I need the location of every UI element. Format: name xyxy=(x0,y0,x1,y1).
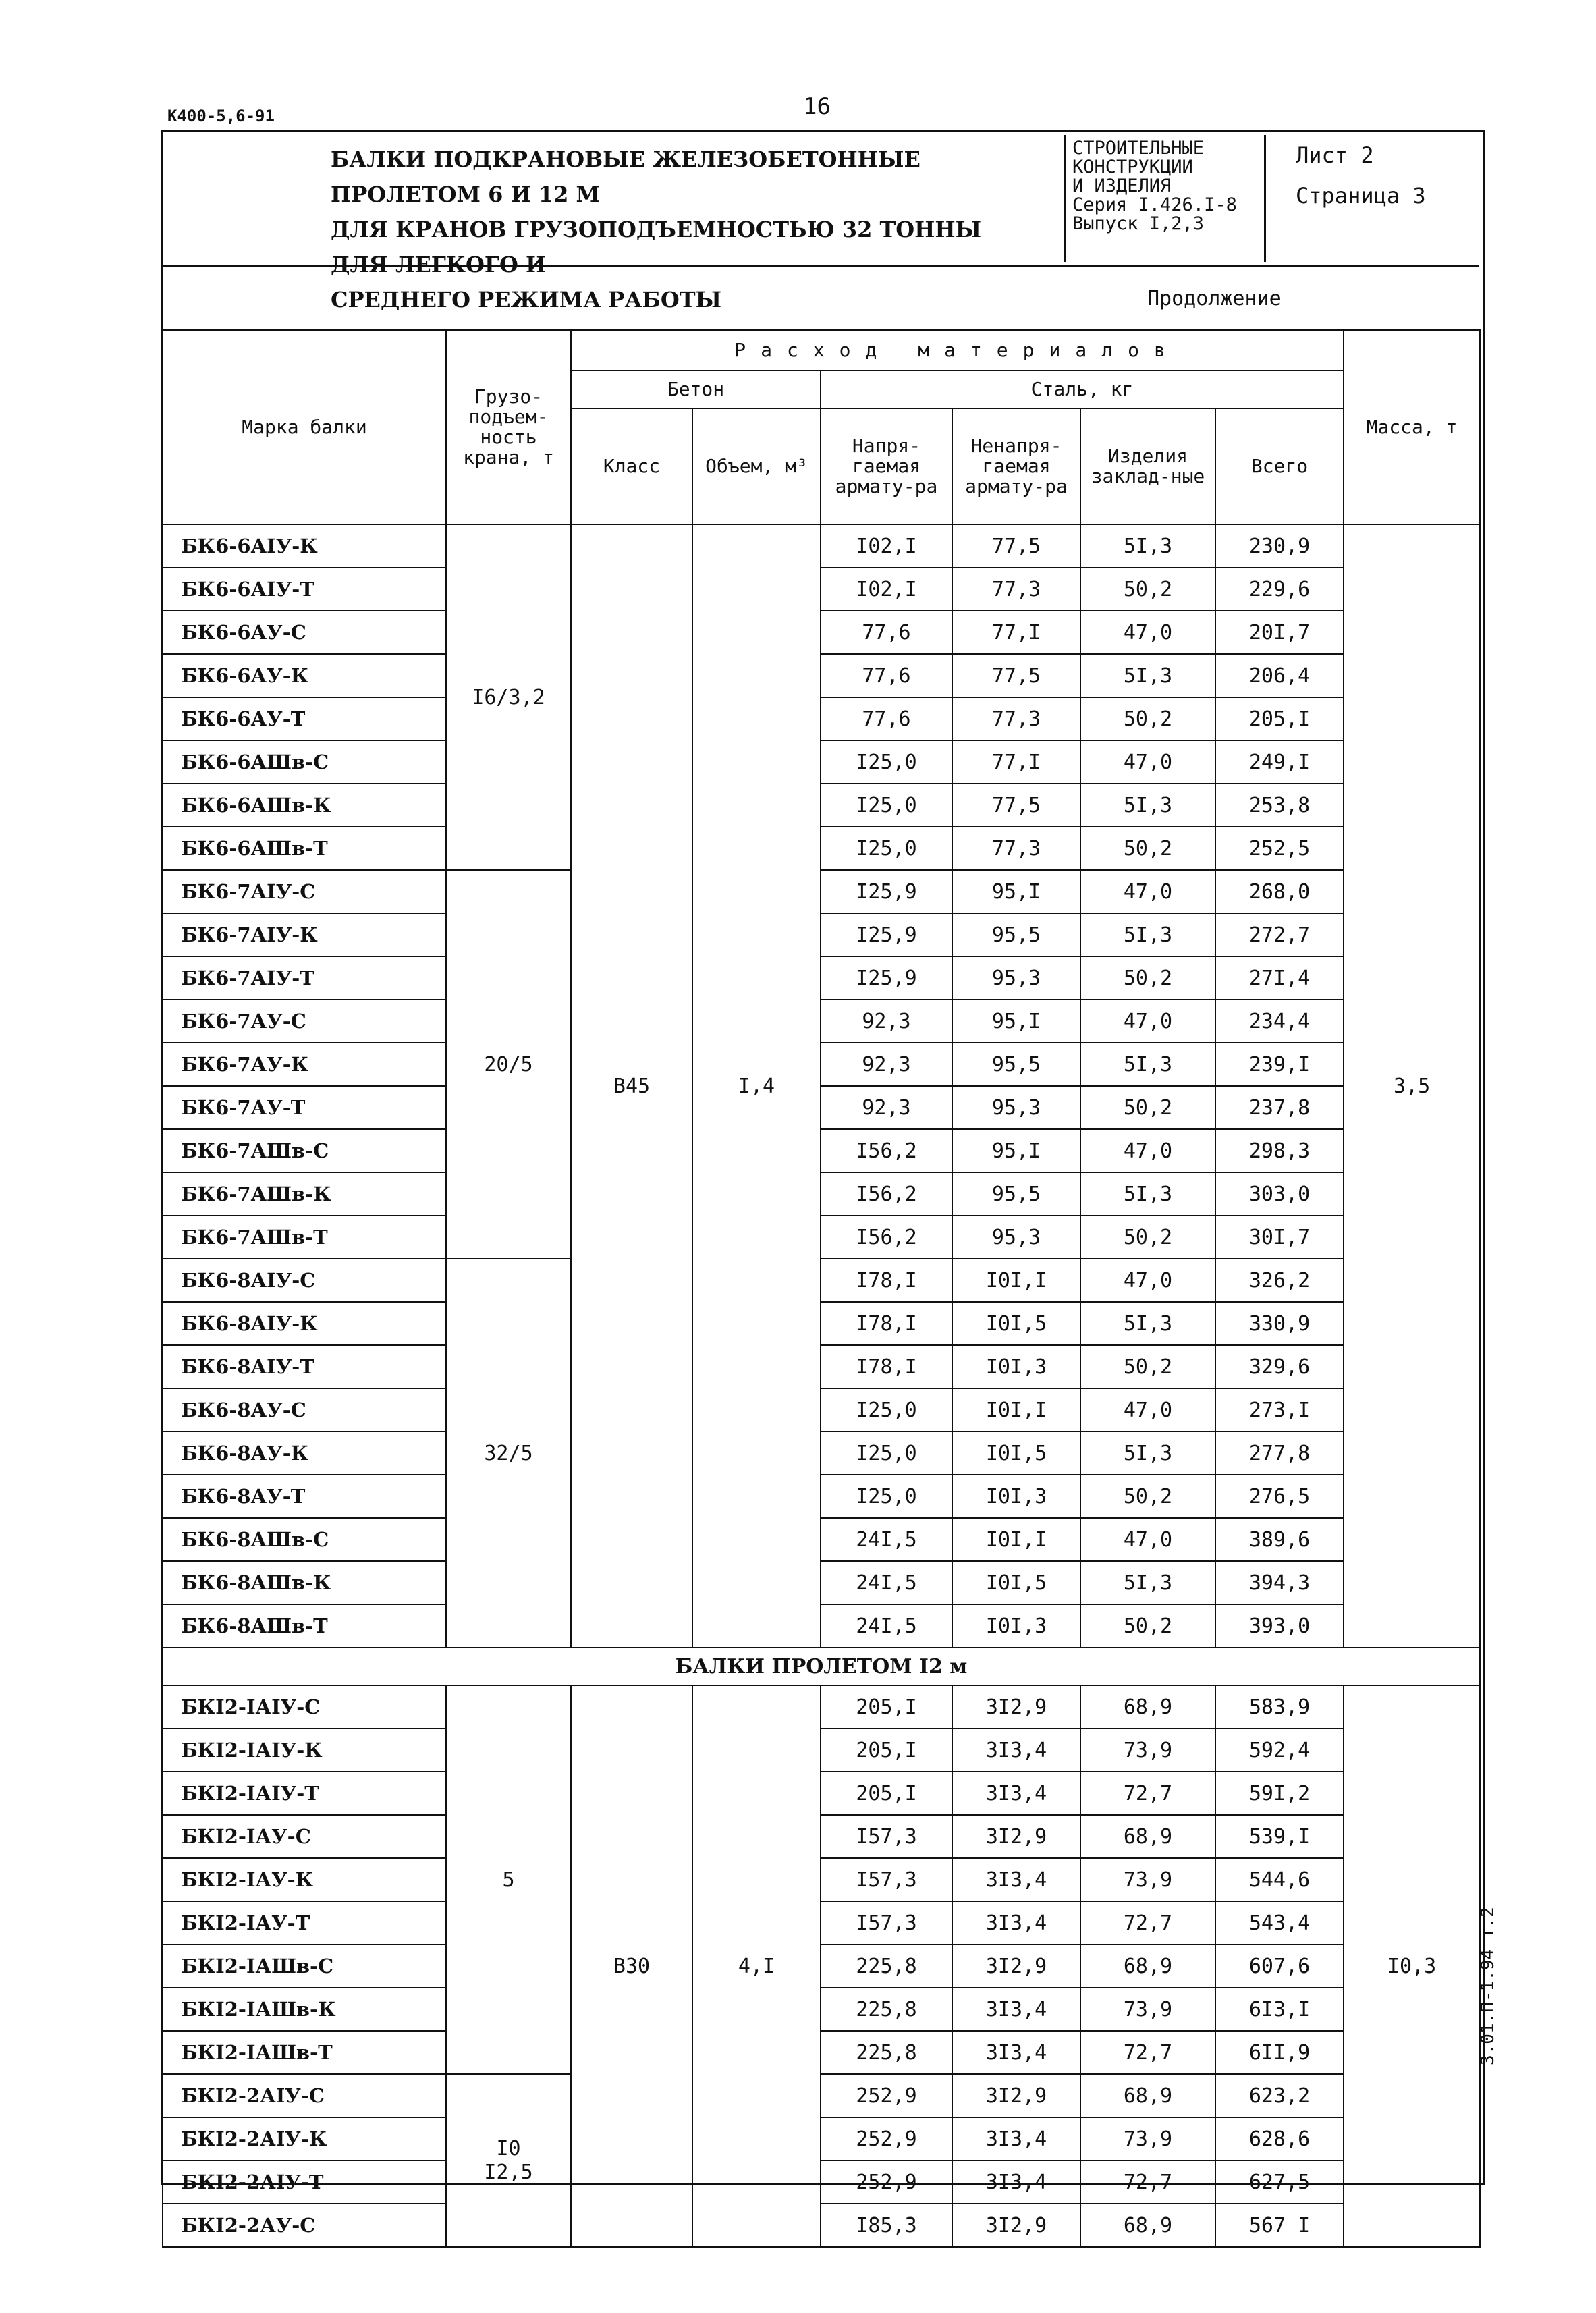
page-label: Страница 3 xyxy=(1296,183,1426,209)
beam-mark: БКI2-2АIУ-Т xyxy=(163,2160,446,2204)
concrete-volume: 4,I xyxy=(692,1685,821,2247)
prestressed-steel: I78,I xyxy=(821,1259,952,1302)
table-row xyxy=(163,1561,1480,1604)
nonprestressed-steel: 3I2,9 xyxy=(952,1815,1080,1858)
nonprestressed-steel: 77,3 xyxy=(952,697,1080,740)
prestressed-steel: 225,8 xyxy=(821,1988,952,2031)
concrete-volume: I,4 xyxy=(692,524,821,1648)
embedded-items: 50,2 xyxy=(1080,1475,1215,1518)
table-row xyxy=(163,740,1480,784)
total-steel: 543,4 xyxy=(1215,1901,1344,1944)
beam-mark: БКI2-IАУ-С xyxy=(163,1815,446,1858)
beam-mark: БКI2-IАУ-Т xyxy=(163,1901,446,1944)
beam-mark: БК6-8АIУ-Т xyxy=(163,1345,446,1388)
nonprestressed-steel: 3I3,4 xyxy=(952,1988,1080,2031)
embedded-items: 47,0 xyxy=(1080,870,1215,913)
table-row xyxy=(163,2117,1480,2160)
total-steel: 389,6 xyxy=(1215,1518,1344,1561)
total-steel: 330,9 xyxy=(1215,1302,1344,1345)
col-steel: Сталь, кг xyxy=(821,371,1344,408)
embedded-items: 5I,3 xyxy=(1080,784,1215,827)
col-mass: Масса, т xyxy=(1344,330,1480,524)
table-row xyxy=(163,1345,1480,1388)
table-row xyxy=(163,1388,1480,1432)
embedded-items: 68,9 xyxy=(1080,1815,1215,1858)
series-line: И ИЗДЕЛИЯ xyxy=(1072,175,1172,196)
nonprestressed-steel: 3I3,4 xyxy=(952,2031,1080,2074)
prestressed-steel: I85,3 xyxy=(821,2204,952,2247)
prestressed-steel: 77,6 xyxy=(821,611,952,654)
nonprestressed-steel: 95,I xyxy=(952,870,1080,913)
embedded-items: 5I,3 xyxy=(1080,1302,1215,1345)
beam-mark: БК6-8АШв-Т xyxy=(163,1604,446,1648)
prestressed-steel: 252,9 xyxy=(821,2074,952,2117)
beam-mark: БК6-7АIУ-Т xyxy=(163,956,446,1000)
total-steel: 394,3 xyxy=(1215,1561,1344,1604)
beam-mark: БК6-8АIУ-С xyxy=(163,1259,446,1302)
total-steel: 592,4 xyxy=(1215,1729,1344,1772)
table-row xyxy=(163,1129,1480,1172)
table-row xyxy=(163,524,1480,568)
total-steel: 205,I xyxy=(1215,697,1344,740)
document-code: К400-5,6-91 xyxy=(167,107,275,126)
nonprestressed-steel: 77,I xyxy=(952,740,1080,784)
beam-mark: БК6-6АIУ-К xyxy=(163,524,446,568)
total-steel: 206,4 xyxy=(1215,654,1344,697)
total-steel: 234,4 xyxy=(1215,1000,1344,1043)
nonprestressed-steel: 3I3,4 xyxy=(952,1901,1080,1944)
nonprestressed-steel: 77,5 xyxy=(952,784,1080,827)
crane-capacity: I0 I2,5 xyxy=(446,2074,571,2247)
table-row xyxy=(163,1815,1480,1858)
nonprestressed-steel: 3I3,4 xyxy=(952,2117,1080,2160)
total-steel: 326,2 xyxy=(1215,1259,1344,1302)
embedded-items: 50,2 xyxy=(1080,1604,1215,1648)
nonprestressed-steel: 77,5 xyxy=(952,524,1080,568)
prestressed-steel: I57,3 xyxy=(821,1901,952,1944)
series-line: СТРОИТЕЛЬНЫЕ xyxy=(1072,138,1205,159)
beam-mark: БКI2-2АIУ-С xyxy=(163,2074,446,2117)
table-row xyxy=(163,1944,1480,1988)
continuation-label: Продолжение xyxy=(1147,287,1282,310)
embedded-items: 68,9 xyxy=(1080,2074,1215,2117)
embedded-items: 73,9 xyxy=(1080,2117,1215,2160)
prestressed-steel: 24I,5 xyxy=(821,1561,952,1604)
prestressed-steel: 77,6 xyxy=(821,697,952,740)
table-row xyxy=(163,784,1480,827)
title-line: СРЕДНЕГО РЕЖИМА РАБОТЫ xyxy=(331,287,722,312)
total-steel: 27I,4 xyxy=(1215,956,1344,1000)
table-row xyxy=(163,568,1480,611)
beam-mark: БК6-7АУ-К xyxy=(163,1043,446,1086)
table-row xyxy=(163,654,1480,697)
prestressed-steel: I02,I xyxy=(821,568,952,611)
nonprestressed-steel: 3I3,4 xyxy=(952,1772,1080,1815)
embedded-items: 50,2 xyxy=(1080,1216,1215,1259)
prestressed-steel: 92,3 xyxy=(821,1000,952,1043)
table-row xyxy=(163,611,1480,654)
beam-mark: БКI2-IАIУ-Т xyxy=(163,1772,446,1815)
total-steel: 253,8 xyxy=(1215,784,1344,827)
embedded-items: 47,0 xyxy=(1080,1000,1215,1043)
beam-mark: БК6-6АШв-Т xyxy=(163,827,446,870)
embedded-items: 72,7 xyxy=(1080,2160,1215,2204)
total-steel: 272,7 xyxy=(1215,913,1344,956)
materials-table xyxy=(162,329,1481,2248)
nonprestressed-steel: I0I,I xyxy=(952,1388,1080,1432)
embedded-items: 47,0 xyxy=(1080,1129,1215,1172)
col-prestressed: Напря-гаемая армату-ра xyxy=(821,408,952,524)
embedded-items: 47,0 xyxy=(1080,611,1215,654)
nonprestressed-steel: I0I,5 xyxy=(952,1561,1080,1604)
table-row xyxy=(163,2074,1480,2117)
embedded-items: 72,7 xyxy=(1080,1901,1215,1944)
table-row xyxy=(163,1858,1480,1901)
embedded-items: 5I,3 xyxy=(1080,1172,1215,1216)
total-steel: 239,I xyxy=(1215,1043,1344,1086)
nonprestressed-steel: I0I,5 xyxy=(952,1302,1080,1345)
total-steel: 298,3 xyxy=(1215,1129,1344,1172)
prestressed-steel: I25,0 xyxy=(821,1388,952,1432)
nonprestressed-steel: I0I,3 xyxy=(952,1475,1080,1518)
nonprestressed-steel: 3I3,4 xyxy=(952,1858,1080,1901)
prestressed-steel: 252,9 xyxy=(821,2160,952,2204)
col-volume: Объем, м³ xyxy=(692,408,821,524)
beam-mark: БК6-6АШв-К xyxy=(163,784,446,827)
beam-mark: БК6-6АУ-С xyxy=(163,611,446,654)
nonprestressed-steel: I0I,3 xyxy=(952,1604,1080,1648)
embedded-items: 5I,3 xyxy=(1080,654,1215,697)
header-divider xyxy=(162,265,1479,267)
beam-mark: БК6-6АУ-К xyxy=(163,654,446,697)
embedded-items: 5I,3 xyxy=(1080,1561,1215,1604)
title-line: ДЛЯ КРАНОВ ГРУЗОПОДЪЕМНОСТЬЮ 32 ТОННЫ ДЛЯ ЛЕГКОГО И xyxy=(331,217,982,277)
prestressed-steel: I25,0 xyxy=(821,1475,952,1518)
nonprestressed-steel: 3I2,9 xyxy=(952,2074,1080,2117)
table-row xyxy=(163,956,1480,1000)
prestressed-steel: I02,I xyxy=(821,524,952,568)
total-steel: 544,6 xyxy=(1215,1858,1344,1901)
beam-mark: БК6-6АШв-С xyxy=(163,740,446,784)
col-nonprestressed: Ненапря-гаемая армату-ра xyxy=(952,408,1080,524)
embedded-items: 5I,3 xyxy=(1080,1043,1215,1086)
sheet-block xyxy=(1279,135,1468,216)
total-steel: 303,0 xyxy=(1215,1172,1344,1216)
embedded-items: 73,9 xyxy=(1080,1988,1215,2031)
beam-mark: БК6-7АУ-С xyxy=(163,1000,446,1043)
col-capacity: Грузо-подъем-ность крана, т xyxy=(446,330,571,524)
nonprestressed-steel: 3I2,9 xyxy=(952,2204,1080,2247)
table-row xyxy=(163,1772,1480,1815)
total-steel: 628,6 xyxy=(1215,2117,1344,2160)
total-steel: 627,5 xyxy=(1215,2160,1344,2204)
total-steel: 276,5 xyxy=(1215,1475,1344,1518)
total-steel: 237,8 xyxy=(1215,1086,1344,1129)
beam-mark: БК6-8АIУ-К xyxy=(163,1302,446,1345)
embedded-items: 68,9 xyxy=(1080,1944,1215,1988)
series-line: Выпуск I,2,3 xyxy=(1072,213,1205,234)
beam-mark: БК6-7АIУ-К xyxy=(163,913,446,956)
prestressed-steel: I25,0 xyxy=(821,784,952,827)
prestressed-steel: I57,3 xyxy=(821,1858,952,1901)
document-title xyxy=(331,142,1046,317)
total-steel: 277,8 xyxy=(1215,1432,1344,1475)
table-row xyxy=(163,1172,1480,1216)
crane-capacity: 32/5 xyxy=(446,1259,571,1648)
embedded-items: 47,0 xyxy=(1080,1259,1215,1302)
beam-mark: БКI2-IАШв-Т xyxy=(163,2031,446,2074)
table-row xyxy=(163,2031,1480,2074)
series-block xyxy=(1064,135,1266,262)
beam-mass: 3,5 xyxy=(1344,524,1480,1648)
embedded-items: 5I,3 xyxy=(1080,1432,1215,1475)
table-row xyxy=(163,2204,1480,2247)
total-steel: 30I,7 xyxy=(1215,1216,1344,1259)
beam-mark: БКI2-IАУ-К xyxy=(163,1858,446,1901)
prestressed-steel: 77,6 xyxy=(821,654,952,697)
table-row xyxy=(163,1259,1480,1302)
table-row xyxy=(163,1216,1480,1259)
beam-mark: БК6-6АIУ-Т xyxy=(163,568,446,611)
nonprestressed-steel: 95,I xyxy=(952,1000,1080,1043)
table-row xyxy=(163,1302,1480,1345)
table-row xyxy=(163,1475,1480,1518)
embedded-items: 72,7 xyxy=(1080,1772,1215,1815)
embedded-items: 50,2 xyxy=(1080,1086,1215,1129)
beam-mark: БКI2-2АУ-С xyxy=(163,2204,446,2247)
prestressed-steel: 205,I xyxy=(821,1685,952,1729)
nonprestressed-steel: 77,5 xyxy=(952,654,1080,697)
beam-mark: БК6-7АШв-К xyxy=(163,1172,446,1216)
beam-mark: БК6-8АУ-Т xyxy=(163,1475,446,1518)
beam-mass: I0,3 xyxy=(1344,1685,1480,2247)
embedded-items: 47,0 xyxy=(1080,1518,1215,1561)
col-concrete: Бетон xyxy=(571,371,821,408)
beam-mark: БК6-8АУ-С xyxy=(163,1388,446,1432)
prestressed-steel: I56,2 xyxy=(821,1172,952,1216)
side-stamp: 3.01.П-1.94 т.2 xyxy=(1478,1907,1498,2065)
prestressed-steel: I78,I xyxy=(821,1302,952,1345)
prestressed-steel: 205,I xyxy=(821,1729,952,1772)
total-steel: 6II,9 xyxy=(1215,2031,1344,2074)
prestressed-steel: 24I,5 xyxy=(821,1518,952,1561)
prestressed-steel: I56,2 xyxy=(821,1129,952,1172)
nonprestressed-steel: 3I3,4 xyxy=(952,2160,1080,2204)
concrete-class: В45 xyxy=(571,524,692,1648)
table-row xyxy=(163,2160,1480,2204)
table-row xyxy=(163,1043,1480,1086)
table-row xyxy=(163,827,1480,870)
nonprestressed-steel: 95,3 xyxy=(952,956,1080,1000)
beam-mark: БКI2-IАIУ-К xyxy=(163,1729,446,1772)
crane-capacity: 20/5 xyxy=(446,870,571,1259)
prestressed-steel: 92,3 xyxy=(821,1086,952,1129)
nonprestressed-steel: 95,3 xyxy=(952,1086,1080,1129)
total-steel: 623,2 xyxy=(1215,2074,1344,2117)
table-row xyxy=(163,1086,1480,1129)
total-steel: 6I3,I xyxy=(1215,1988,1344,2031)
nonprestressed-steel: 3I2,9 xyxy=(952,1685,1080,1729)
prestressed-steel: I56,2 xyxy=(821,1216,952,1259)
total-steel: 59I,2 xyxy=(1215,1772,1344,1815)
beam-mark: БКI2-IАШв-К xyxy=(163,1988,446,2031)
series-line: КОНСТРУКЦИИ xyxy=(1072,157,1193,178)
page-number: 16 xyxy=(803,93,831,120)
total-steel: 229,6 xyxy=(1215,568,1344,611)
col-materials: Расход материалов xyxy=(571,330,1344,371)
table-row xyxy=(163,870,1480,913)
concrete-class: В30 xyxy=(571,1685,692,2247)
embedded-items: 68,9 xyxy=(1080,1685,1215,1729)
beam-mark: БКI2-IАШв-С xyxy=(163,1944,446,1988)
prestressed-steel: I25,9 xyxy=(821,913,952,956)
nonprestressed-steel: 95,5 xyxy=(952,913,1080,956)
beam-mark: БК6-8АШв-К xyxy=(163,1561,446,1604)
prestressed-steel: I25,0 xyxy=(821,740,952,784)
embedded-items: 72,7 xyxy=(1080,2031,1215,2074)
prestressed-steel: 92,3 xyxy=(821,1043,952,1086)
prestressed-steel: 252,9 xyxy=(821,2117,952,2160)
prestressed-steel: 205,I xyxy=(821,1772,952,1815)
table-row xyxy=(163,1901,1480,1944)
embedded-items: 47,0 xyxy=(1080,1388,1215,1432)
embedded-items: 5I,3 xyxy=(1080,913,1215,956)
embedded-items: 50,2 xyxy=(1080,1345,1215,1388)
col-total: Всего xyxy=(1215,408,1344,524)
prestressed-steel: 225,8 xyxy=(821,2031,952,2074)
col-mark: Марка балки xyxy=(163,330,446,524)
table-row xyxy=(163,697,1480,740)
beam-mark: БК6-7АУ-Т xyxy=(163,1086,446,1129)
nonprestressed-steel: I0I,3 xyxy=(952,1345,1080,1388)
total-steel: 20I,7 xyxy=(1215,611,1344,654)
section-row xyxy=(163,1648,1480,1685)
col-embedded: Изделия заклад-ные xyxy=(1080,408,1215,524)
prestressed-steel: 24I,5 xyxy=(821,1604,952,1648)
nonprestressed-steel: 95,I xyxy=(952,1129,1080,1172)
total-steel: 583,9 xyxy=(1215,1685,1344,1729)
table-row xyxy=(163,1988,1480,2031)
prestressed-steel: I25,9 xyxy=(821,956,952,1000)
table-row xyxy=(163,1432,1480,1475)
table-row xyxy=(163,913,1480,956)
embedded-items: 68,9 xyxy=(1080,2204,1215,2247)
prestressed-steel: I57,3 xyxy=(821,1815,952,1858)
table-row xyxy=(163,1685,1480,1729)
crane-capacity: I6/3,2 xyxy=(446,524,571,870)
nonprestressed-steel: I0I,I xyxy=(952,1259,1080,1302)
total-steel: 329,6 xyxy=(1215,1345,1344,1388)
nonprestressed-steel: I0I,5 xyxy=(952,1432,1080,1475)
nonprestressed-steel: 95,5 xyxy=(952,1172,1080,1216)
beam-mark: БКI2-2АIУ-К xyxy=(163,2117,446,2160)
embedded-items: 50,2 xyxy=(1080,956,1215,1000)
section-heading: БАЛКИ ПРОЛЕТОМ I2 м xyxy=(163,1648,1480,1685)
beam-mark: БКI2-IАIУ-С xyxy=(163,1685,446,1729)
nonprestressed-steel: 77,I xyxy=(952,611,1080,654)
beam-mark: БК6-7АIУ-С xyxy=(163,870,446,913)
total-steel: 273,I xyxy=(1215,1388,1344,1432)
nonprestressed-steel: 3I2,9 xyxy=(952,1944,1080,1988)
beam-mark: БК6-7АШв-Т xyxy=(163,1216,446,1259)
embedded-items: 73,9 xyxy=(1080,1858,1215,1901)
table-row xyxy=(163,1604,1480,1648)
beam-mark: БК6-6АУ-Т xyxy=(163,697,446,740)
embedded-items: 50,2 xyxy=(1080,697,1215,740)
total-steel: 230,9 xyxy=(1215,524,1344,568)
embedded-items: 50,2 xyxy=(1080,827,1215,870)
total-steel: 539,I xyxy=(1215,1815,1344,1858)
table-row xyxy=(163,1729,1480,1772)
total-steel: 249,I xyxy=(1215,740,1344,784)
beam-mark: БК6-7АШв-С xyxy=(163,1129,446,1172)
sheet-label: Лист 2 xyxy=(1296,142,1374,168)
beam-mark: БК6-8АУ-К xyxy=(163,1432,446,1475)
prestressed-steel: I78,I xyxy=(821,1345,952,1388)
total-steel: 567 I xyxy=(1215,2204,1344,2247)
embedded-items: 73,9 xyxy=(1080,1729,1215,1772)
nonprestressed-steel: 95,5 xyxy=(952,1043,1080,1086)
prestressed-steel: I25,0 xyxy=(821,1432,952,1475)
embedded-items: 50,2 xyxy=(1080,568,1215,611)
prestressed-steel: I25,0 xyxy=(821,827,952,870)
embedded-items: 5I,3 xyxy=(1080,524,1215,568)
total-steel: 393,0 xyxy=(1215,1604,1344,1648)
total-steel: 268,0 xyxy=(1215,870,1344,913)
nonprestressed-steel: 77,3 xyxy=(952,568,1080,611)
total-steel: 252,5 xyxy=(1215,827,1344,870)
prestressed-steel: I25,9 xyxy=(821,870,952,913)
nonprestressed-steel: 3I3,4 xyxy=(952,1729,1080,1772)
beam-mark: БК6-8АШв-С xyxy=(163,1518,446,1561)
prestressed-steel: 225,8 xyxy=(821,1944,952,1988)
nonprestressed-steel: I0I,I xyxy=(952,1518,1080,1561)
table-row xyxy=(163,1518,1480,1561)
nonprestressed-steel: 95,3 xyxy=(952,1216,1080,1259)
nonprestressed-steel: 77,3 xyxy=(952,827,1080,870)
crane-capacity: 5 xyxy=(446,1685,571,2074)
title-line: БАЛКИ ПОДКРАНОВЫЕ ЖЕЛЕЗОБЕТОННЫЕ ПРОЛЕТОМ 6 И 12 М xyxy=(331,146,920,207)
series-line: Серия I.426.I-8 xyxy=(1072,194,1237,215)
total-steel: 607,6 xyxy=(1215,1944,1344,1988)
col-class: Класс xyxy=(571,408,692,524)
table-row xyxy=(163,1000,1480,1043)
embedded-items: 47,0 xyxy=(1080,740,1215,784)
